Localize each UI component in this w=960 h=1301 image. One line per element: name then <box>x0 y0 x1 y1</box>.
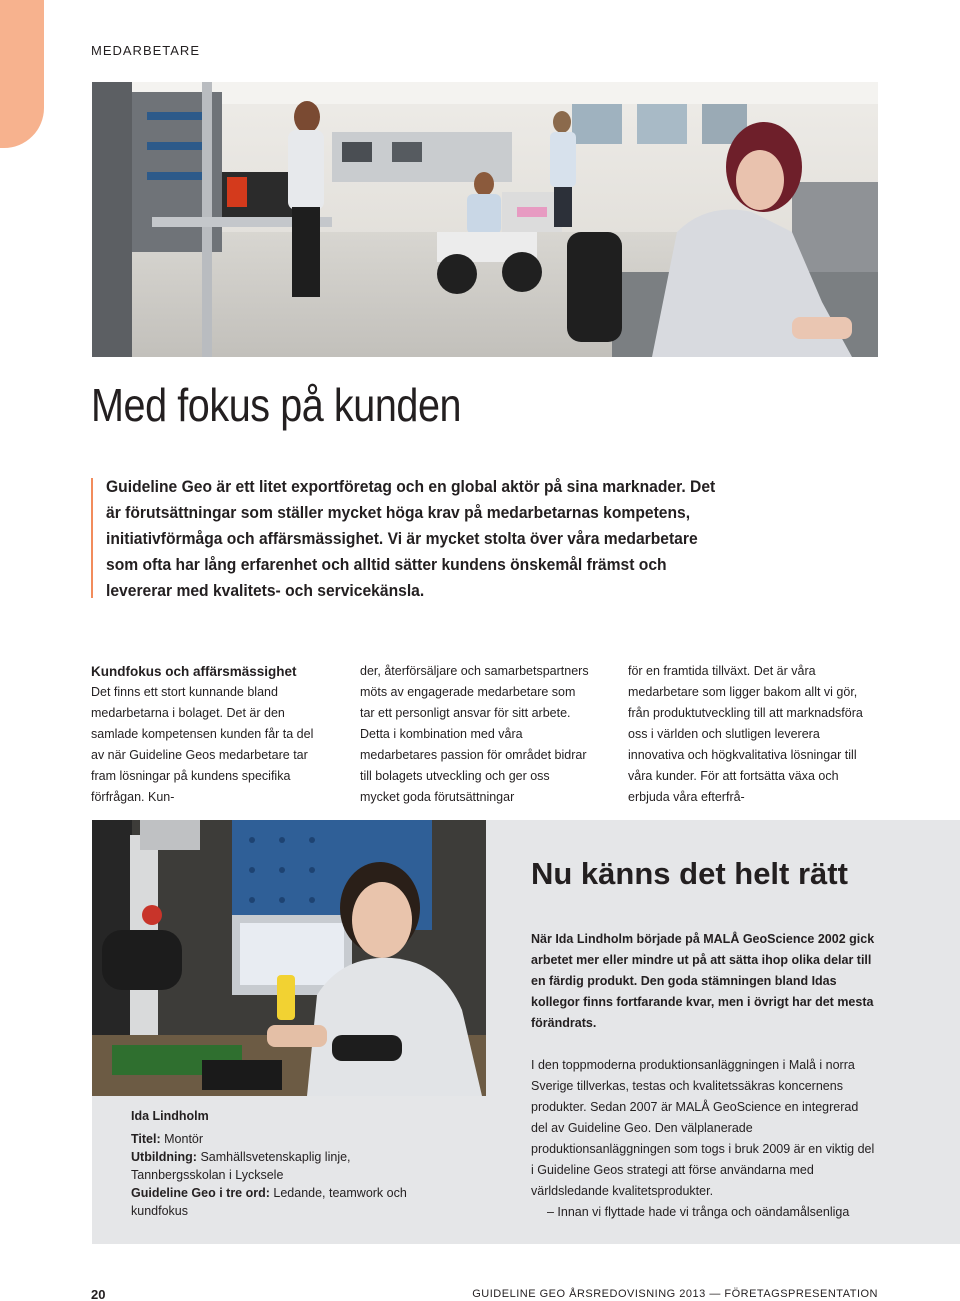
profile-intro: När Ida Lindholm började på MALÅ GeoScience 2002 gick arbetet mer eller mindre ut på att sätta ihop olika delar till en färdig produkt. Den goda stämningen bland Idas kollegor finns fortfarande kvar, men i övrigt har det mesta förändrats. <box>531 932 875 1030</box>
text-column-2 <box>360 661 592 808</box>
article-intro <box>106 474 716 604</box>
profile-three-words-value: Ledande, teamwork och kundfokus <box>131 1186 407 1218</box>
profile-title-value: Montör <box>164 1132 204 1146</box>
text-column-1 <box>91 661 323 808</box>
profile-title-label: Titel: <box>131 1132 161 1146</box>
text-column-3 <box>628 661 878 808</box>
column-text: der, återförsäljare och samarbetspartners möts av engagerade medarbetare som tar ett personligt ansvar för sitt arbete. Detta i kombination med våra medarbetares passion för området bidrar till bolagets utveckling och ger oss mycket goda förutsättningar <box>360 664 589 804</box>
column-subheading: Kundfokus och affärsmässighet <box>91 664 297 679</box>
section-label: MEDARBETARE <box>91 43 200 58</box>
article-intro-text: Guideline Geo är ett litet exportföretag och en global aktör på sina marknader. Det är förutsättningar som ställer mycket höga krav på medarbetarnas kompetens, initiativförmåga och affärsmässighet. Vi är mycket stolta över våra medarbetare som ofta har lång erfarenhet och alltid sätter kundens önskemål främst och levererar med kvalitets- och servicekänsla. <box>106 477 716 600</box>
page-number: 20 <box>91 1287 106 1301</box>
employee-portrait-photo <box>92 820 486 1096</box>
profile-education-row <box>131 1148 431 1184</box>
profile-title-row <box>131 1130 431 1148</box>
profile-body <box>531 1055 876 1223</box>
column-text: Det finns ett stort kunnande bland medarbetarna i bolaget. Det är den samlade kompetensen kunden får ta del av när Guideline Geos medarbetare tar fram lösningar på kundens specifika förfrågan. Kun- <box>91 685 314 804</box>
profile-three-words-row <box>131 1184 431 1220</box>
profile-education-label: Utbildning: <box>131 1150 197 1164</box>
profile-quote: – Innan vi flyttade hade vi trånga och oändamålsenliga <box>547 1205 850 1219</box>
profile-headline: Nu känns det helt rätt <box>531 856 848 891</box>
corner-tab-decoration <box>0 0 44 148</box>
profile-facts <box>131 1107 431 1220</box>
column-text: för en framtida tillväxt. Det är våra medarbetare som ligger bakom allt vi gör, från produktutveckling till att marknadsföra oss i världen och slutligen leverera innovativa och högkvalitativa lösningar till våra kunder. För att fortsätta växa och erbjuda våra efterfrå- <box>628 664 863 804</box>
profile-body-text: I den toppmoderna produktionsanläggningen i Malå i norra Sverige tillverkas, testas och kvalitetssäkras koncernens produkter. Sedan 2007 är MALÅ GeoScience en integrerad del av Guideline Geo. Den välplanerade produktionsanläggningen som togs i bruk 2009 är en viktig del i Guideline Geos strategi att förse användarna med världsledande kvalitetsprodukter. <box>531 1058 875 1198</box>
intro-rule <box>91 478 93 598</box>
article-title: Med fokus på kunden <box>91 379 462 431</box>
profile-name: Ida Lindholm <box>131 1109 209 1123</box>
profile-education-value: Samhällsvetenskaplig linje, Tannbergsskolan i Lycksele <box>131 1150 351 1182</box>
footer-publication: GUIDELINE GEO ÅRSREDOVISNING 2013 — FÖRETAGSPRESENTATION <box>472 1288 878 1300</box>
workshop-photo <box>92 82 878 357</box>
profile-three-words-label: Guideline Geo i tre ord: <box>131 1186 270 1200</box>
